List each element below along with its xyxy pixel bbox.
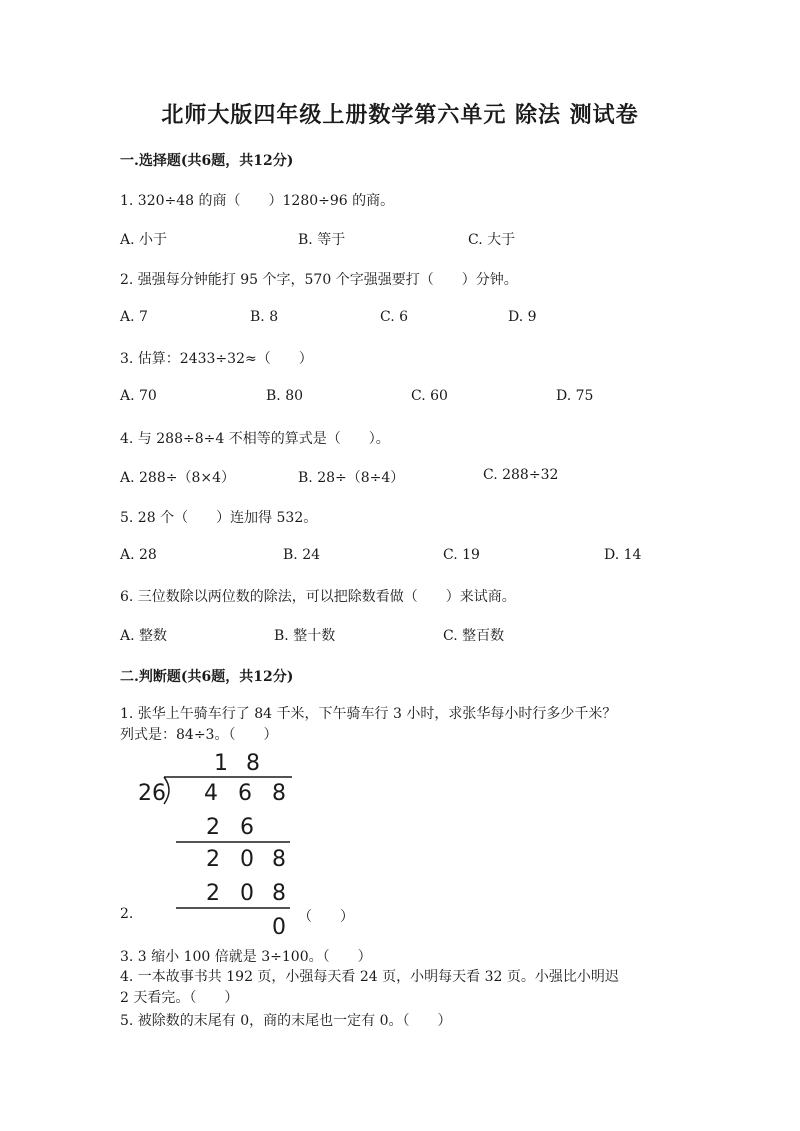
option-item[interactable]: B. 等于 (298, 232, 346, 248)
page-title: 北师大版四年级上册数学第六单元 除法 测试卷 (161, 102, 639, 128)
option-item[interactable]: C. 60 (411, 388, 448, 404)
option-item[interactable]: C. 整百数 (443, 628, 505, 644)
step-digit: 2 (206, 815, 220, 840)
option-item[interactable]: D. 14 (604, 547, 642, 563)
question-line: 列式是：84÷3。（ ） (120, 727, 278, 743)
question-text: 5. 28 个（ ）连加得 532。 (120, 510, 318, 526)
question-text: 1. 320÷48 的商（ ）1280÷96 的商。 (120, 193, 395, 209)
section-heading-choice: 一.选择题(共6题，共12分) (120, 153, 294, 169)
question-text: 4. 与 288÷8÷4 不相等的算式是（ ）。 (120, 431, 390, 447)
option-item[interactable]: A. 7 (120, 309, 148, 325)
question-text (120, 967, 619, 1009)
question-text: 6. 三位数除以两位数的除法，可以把除数看做（ ）来试商。 (120, 589, 516, 605)
remainder: 0 (272, 915, 286, 938)
quotient-digit: 8 (246, 751, 260, 776)
option-item[interactable]: A. 小于 (120, 232, 168, 248)
option-item[interactable]: C. 288÷32 (483, 467, 559, 483)
step-digit: 8 (272, 847, 286, 872)
option-item[interactable]: A. 整数 (120, 628, 168, 644)
answer-paren: （ ） (298, 909, 354, 925)
step-digit: 2 (206, 847, 220, 872)
question-text: 3. 3 缩小 100 倍就是 3÷100。（ ） (120, 949, 372, 965)
question-text: 3. 估算：2433÷32≈（ ） (120, 351, 313, 367)
step-digit: 6 (240, 815, 254, 840)
option-item[interactable]: B. 28÷（8÷4） (298, 470, 405, 486)
section-heading-judgement: 二.判断题(共6题，共12分) (120, 669, 294, 685)
option-item[interactable]: C. 19 (443, 547, 480, 563)
dividend-digit: 6 (238, 781, 252, 806)
question-text: 5. 被除数的末尾有 0，商的末尾也一定有 0。（ ） (120, 1013, 452, 1029)
option-item[interactable]: C. 6 (380, 309, 409, 325)
divisor: 26 (138, 781, 166, 806)
option-item[interactable]: D. 9 (508, 309, 537, 325)
question-text (120, 704, 616, 746)
option-item[interactable]: A. 28 (120, 547, 157, 563)
option-item[interactable]: B. 80 (266, 388, 304, 404)
option-item[interactable]: B. 24 (283, 547, 321, 563)
question-line: 2 天看完。（ ） (120, 990, 239, 1006)
option-item[interactable]: A. 70 (120, 388, 157, 404)
dividend-digit: 4 (204, 781, 218, 806)
step-digit: 0 (240, 847, 254, 872)
dividend-digit: 8 (272, 781, 286, 806)
quotient-digit: 1 (214, 751, 228, 776)
question-text: 2. 强强每分钟能打 95 个字，570 个字强强要打（ ）分钟。 (120, 272, 518, 288)
question-line: 1. 张华上午骑车行了 84 千米，下午骑车行 3 小时，求张华每小时行多少千米？ (120, 706, 617, 722)
step-digit: 2 (206, 881, 220, 906)
question-line: 4. 一本故事书共 192 页，小强每天看 24 页，小明每天看 32 页。小强比小明迟 (120, 969, 619, 985)
option-item[interactable]: B. 8 (250, 309, 279, 325)
option-item[interactable]: C. 大于 (468, 232, 516, 248)
option-item[interactable]: D. 75 (556, 388, 594, 404)
question-number: 2. (120, 906, 134, 922)
option-item[interactable]: B. 整十数 (274, 628, 336, 644)
step-digit: 8 (272, 881, 286, 906)
option-item[interactable]: A. 288÷（8×4） (120, 470, 236, 486)
step-digit: 0 (240, 881, 254, 906)
